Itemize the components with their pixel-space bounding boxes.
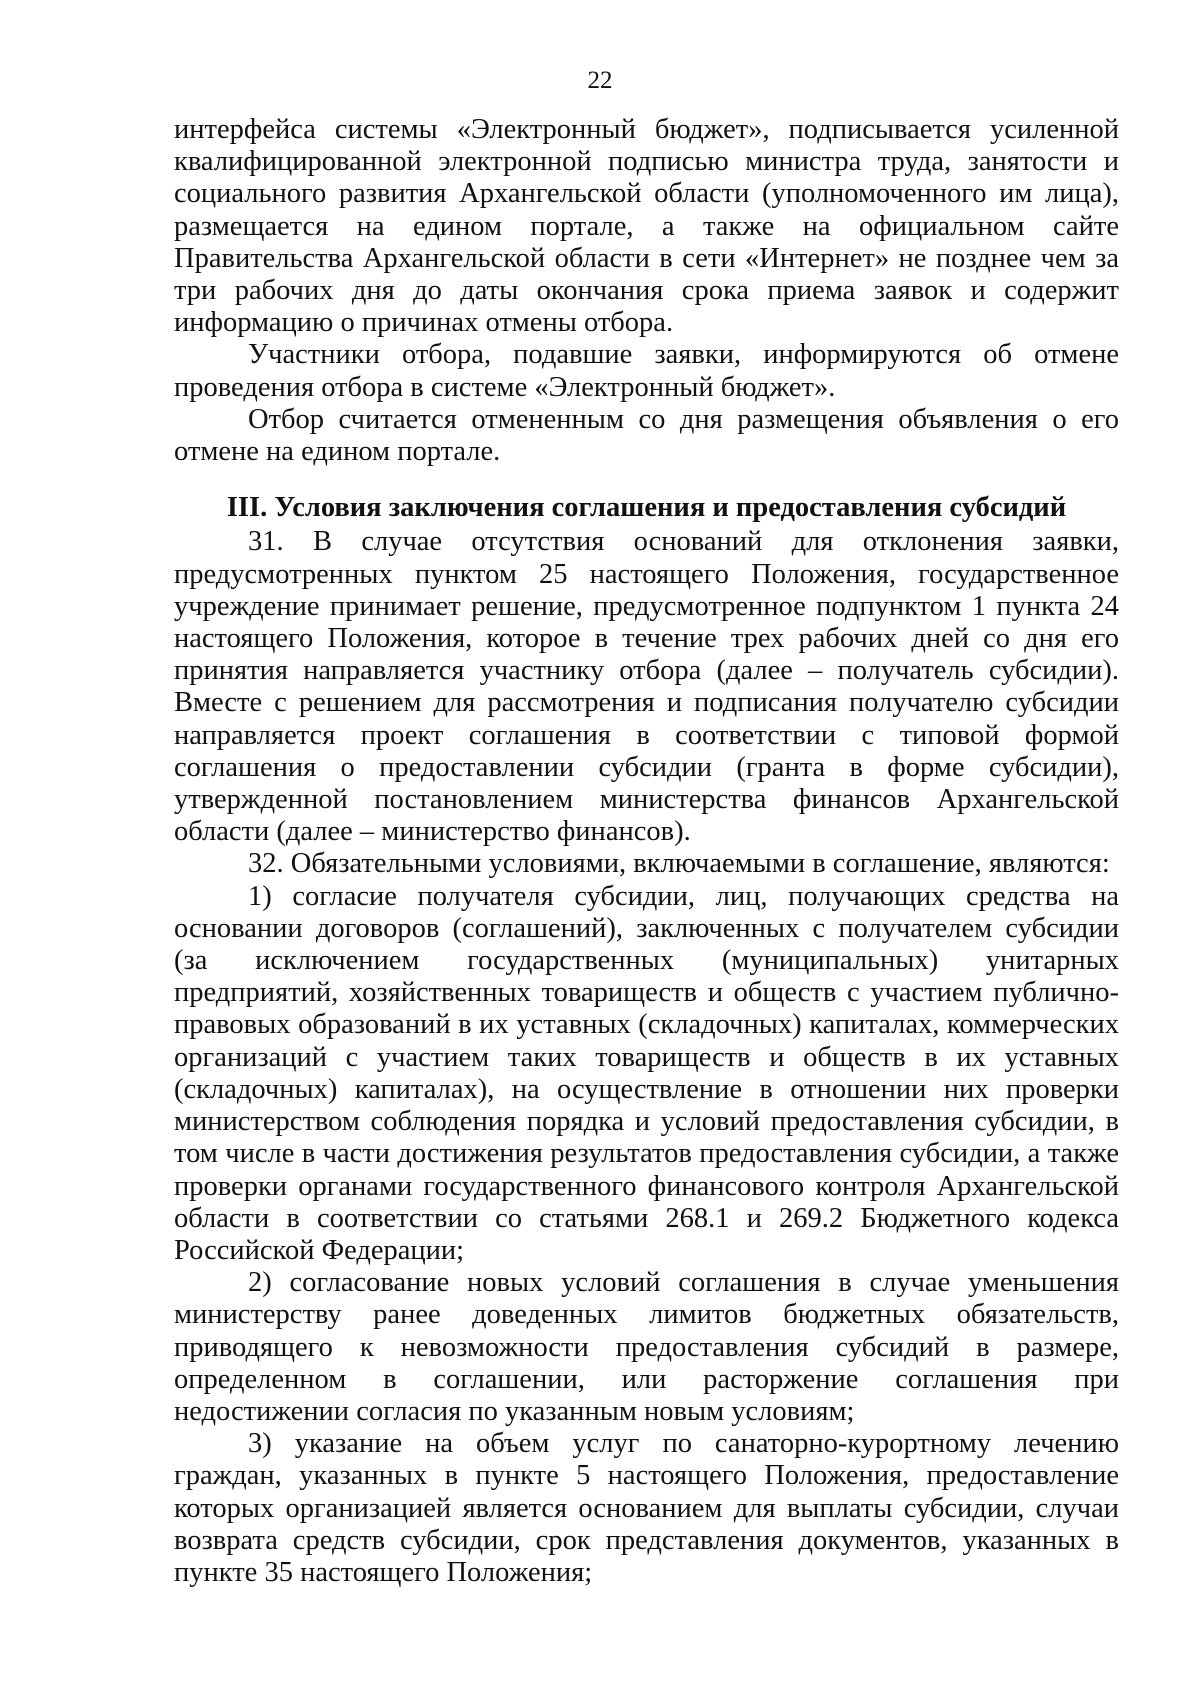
paragraph-item-1: 1) согласие получателя субсидии, лиц, получающих средства на основании договоров (соглашений), заключенных с получателем субсидии (за исключением государственных (муниципальных) унитарных предприятий, хозяйственных товариществ и обществ с участием публично-правовых образований в их уставных (складочных) капиталах, коммерческих организаций с участием таких товариществ и обществ в их уставных (складочных) капиталах), на осуществление в отношении них проверки министерством соблюдения порядка и условий предоставления субсидии, в том числе в части достижения результатов предоставления субсидии, а также проверки органами государственного финансового контроля Архангельской области в соответствии со статьями 268.1 и 269.2 Бюджетного кодекса Российской Федерации;	[174, 880, 1119, 1266]
paragraph-clause-32: 32. Обязательными условиями, включаемыми в соглашение, являются:	[248, 848, 1110, 880]
paragraph-clause-31: 31. В случае отсутствия оснований для отклонения заявки, предусмотренных пунктом 25 настоящего Положения, государственное учреждение принимает решение, предусмотренное подпунктом 1 пункта 24 настоящего Положения, которое в течение трех рабочих дней со дня его принятия направляется участнику отбора (далее – получатель субсидии). Вместе с решением для рассмотрения и подписания получателю субсидии направляется проект соглашения в соответствии с типовой формой соглашения о предоставлении субсидии (гранта в форме субсидии), утвержденной постановлением министерства финансов Архангельской области (далее – министерство финансов).	[174, 526, 1119, 848]
paragraph-participants-informed: Участники отбора, подавшие заявки, информируются об отмене проведения отбора в системе «Электронный бюджет».	[174, 339, 1119, 403]
paragraph-continuation: интерфейса системы «Электронный бюджет», подписывается усиленной квалифицированной электронной подписью министра труда, занятости и социального развития Архангельской области (уполномоченного им лица), размещается на едином портале, а также на официальном сайте Правительства Архангельской области в сети «Интернет» не позднее чем за три рабочих дня до даты окончания срока приема заявок и содержит информацию о причинах отмены отбора.	[174, 114, 1119, 339]
section-heading: III. Условия заключения соглашения и предоставления субсидий	[226, 492, 1067, 524]
paragraph-selection-cancelled: Отбор считается отмененным со дня размещения объявления о его отмене на едином портале.	[174, 403, 1119, 468]
document-body	[174, 114, 1119, 1589]
page-number: 22	[587, 67, 613, 94]
paragraph-item-3: 3) указание на объем услуг по санаторно-курортному лечению граждан, указанных в пункте 5 настоящего Положения, предоставление которых организацией является основанием для выплаты субсидии, случаи возврата средств субсидии, срок представления документов, указанных в пункте 35 настоящего Положения;	[174, 1428, 1119, 1588]
paragraph-item-2: 2) согласование новых условий соглашения в случае уменьшения министерству ранее доведенных лимитов бюджетных обязательств, приводящего к невозможности предоставления субсидий в размере, определенном в соглашении, или расторжение соглашения при недостижении согласия по указанным новым условиям;	[174, 1267, 1119, 1427]
